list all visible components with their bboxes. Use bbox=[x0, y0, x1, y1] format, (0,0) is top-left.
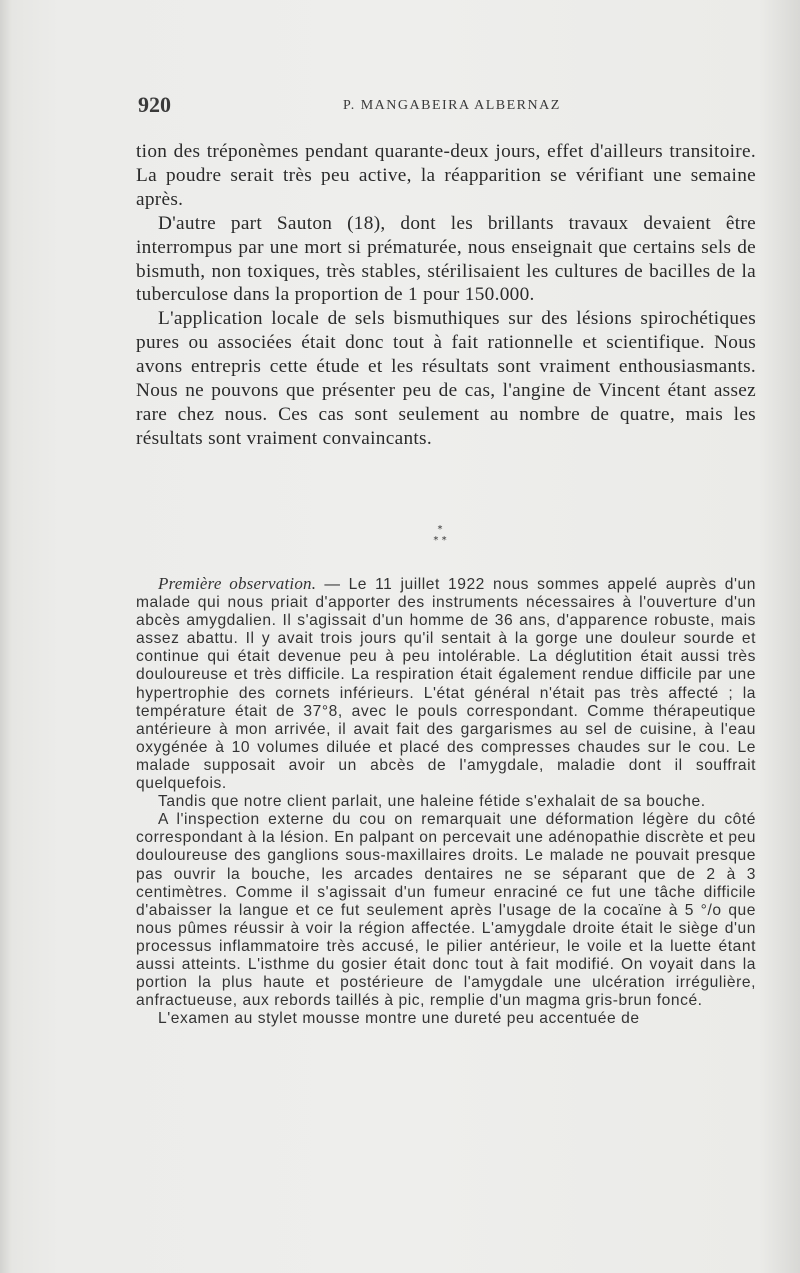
page-number: 920 bbox=[138, 92, 171, 117]
paragraph-application: L'application locale de sels bismuthiques sur des lésions spirochétiques pures ou associées était donc tout à fait rationnelle et scientifique. Nous avons entrepris cette étude et les résultats sont vraiment enthousiasmants. Nous ne pouvons que présenter peu de cas, l'angine de Vincent étant assez rare chez nous. Ces cas sont seulement au nombre de quatre, mais les résultats sont vraiment convaincants. bbox=[136, 308, 756, 449]
observation-paragraph-2: Tandis que notre client parlait, une haleine fétide s'exhalait de sa bouche. bbox=[158, 793, 706, 811]
running-head: P. MANGABEIRA ALBERNAZ bbox=[343, 98, 561, 113]
observation-paragraph-4: L'examen au stylet mousse montre une dureté peu accentuée de bbox=[158, 1010, 640, 1028]
separator-stars-bottom: * * bbox=[433, 535, 447, 546]
main-text bbox=[136, 140, 756, 451]
observation-body-1: — Le 11 juillet 1922 nous sommes appelé auprès d'un malade qui nous priait d'apporter des instruments nécessaires à l'ouverture d'un abcès amygdalien. Il s'agissait d'un homme de 36 ans, d'apparence robuste, mais assez abattu. Il y avait trois jours qu'il sentait à la gorge une douleur sourde et continue qui était devenue peu à peu intolérable. La déglutition était aussi très douloureuse et très difficile. La respiration était également rendue difficile par une hypertrophie des cornets inférieurs. L'état général n'était pas très affecté ; la température était de 37°8, avec le pouls correspondant. Comme thérapeutique antérieure à mon arrivée, il avait fait des gargarismes au sel de cuisine, à l'eau oxygénée à 10 volumes diluée et placé des compresses chaudes sur le cou. Le malade supposait avoir un abcès de l'amygdale, maladie dont il souffrait quelquefois. bbox=[136, 576, 756, 793]
observation-paragraph-3: A l'inspection externe du cou on remarquait une déformation légère du côté correspondant à la lésion. En palpant on percevait une adénopathie discrète et peu douloureuse des ganglions sous-maxillaires droits. Le malade ne pouvait presque pas ouvrir la bouche, les arcades dentaires ne se séparant que de 2 à 3 centimètres. Comme il s'agissait d'un fumeur enraciné ce fut une tâche difficile d'abaisser la langue et ce fut seulement après l'usage de la cocaïne à 5 °/o que nous pûmes réussir à voir la région affectée. L'amygdale droite était le siège d'un processus inflammatoire très accusé, le pilier antérieur, le voile et la luette étant aussi atteints. L'isthme du gosier était donc tout à fait modifié. On voyait dans la portion la plus haute et postérieure de l'amygdale une ulcération irrégulière, anfractueuse, aux rebords taillés à pic, remplie d'un magma gris-brun foncé. bbox=[136, 811, 756, 1010]
observation-paragraph-1 bbox=[136, 575, 756, 793]
separator-star-top: * bbox=[437, 524, 443, 535]
paragraph-continued: tion des tréponèmes pendant quarante-deux jours, effet d'ailleurs transitoire. La poudre serait très peu active, la réapparition se vérifiant une semaine après. bbox=[136, 141, 756, 210]
section-separator bbox=[420, 524, 460, 546]
observation-text bbox=[136, 575, 756, 1028]
page-header bbox=[138, 92, 758, 122]
paragraph-sauton: D'autre part Sauton (18), dont les brillants travaux devaient être interrompus par une mort si prématurée, nous enseignait que certains sels de bismuth, non toxiques, très stables, stérilisaient les cultures de bacilles de la tuberculose dans la proportion de 1 pour 150.000. bbox=[136, 212, 756, 306]
observation-heading: Première observation. bbox=[158, 574, 317, 593]
